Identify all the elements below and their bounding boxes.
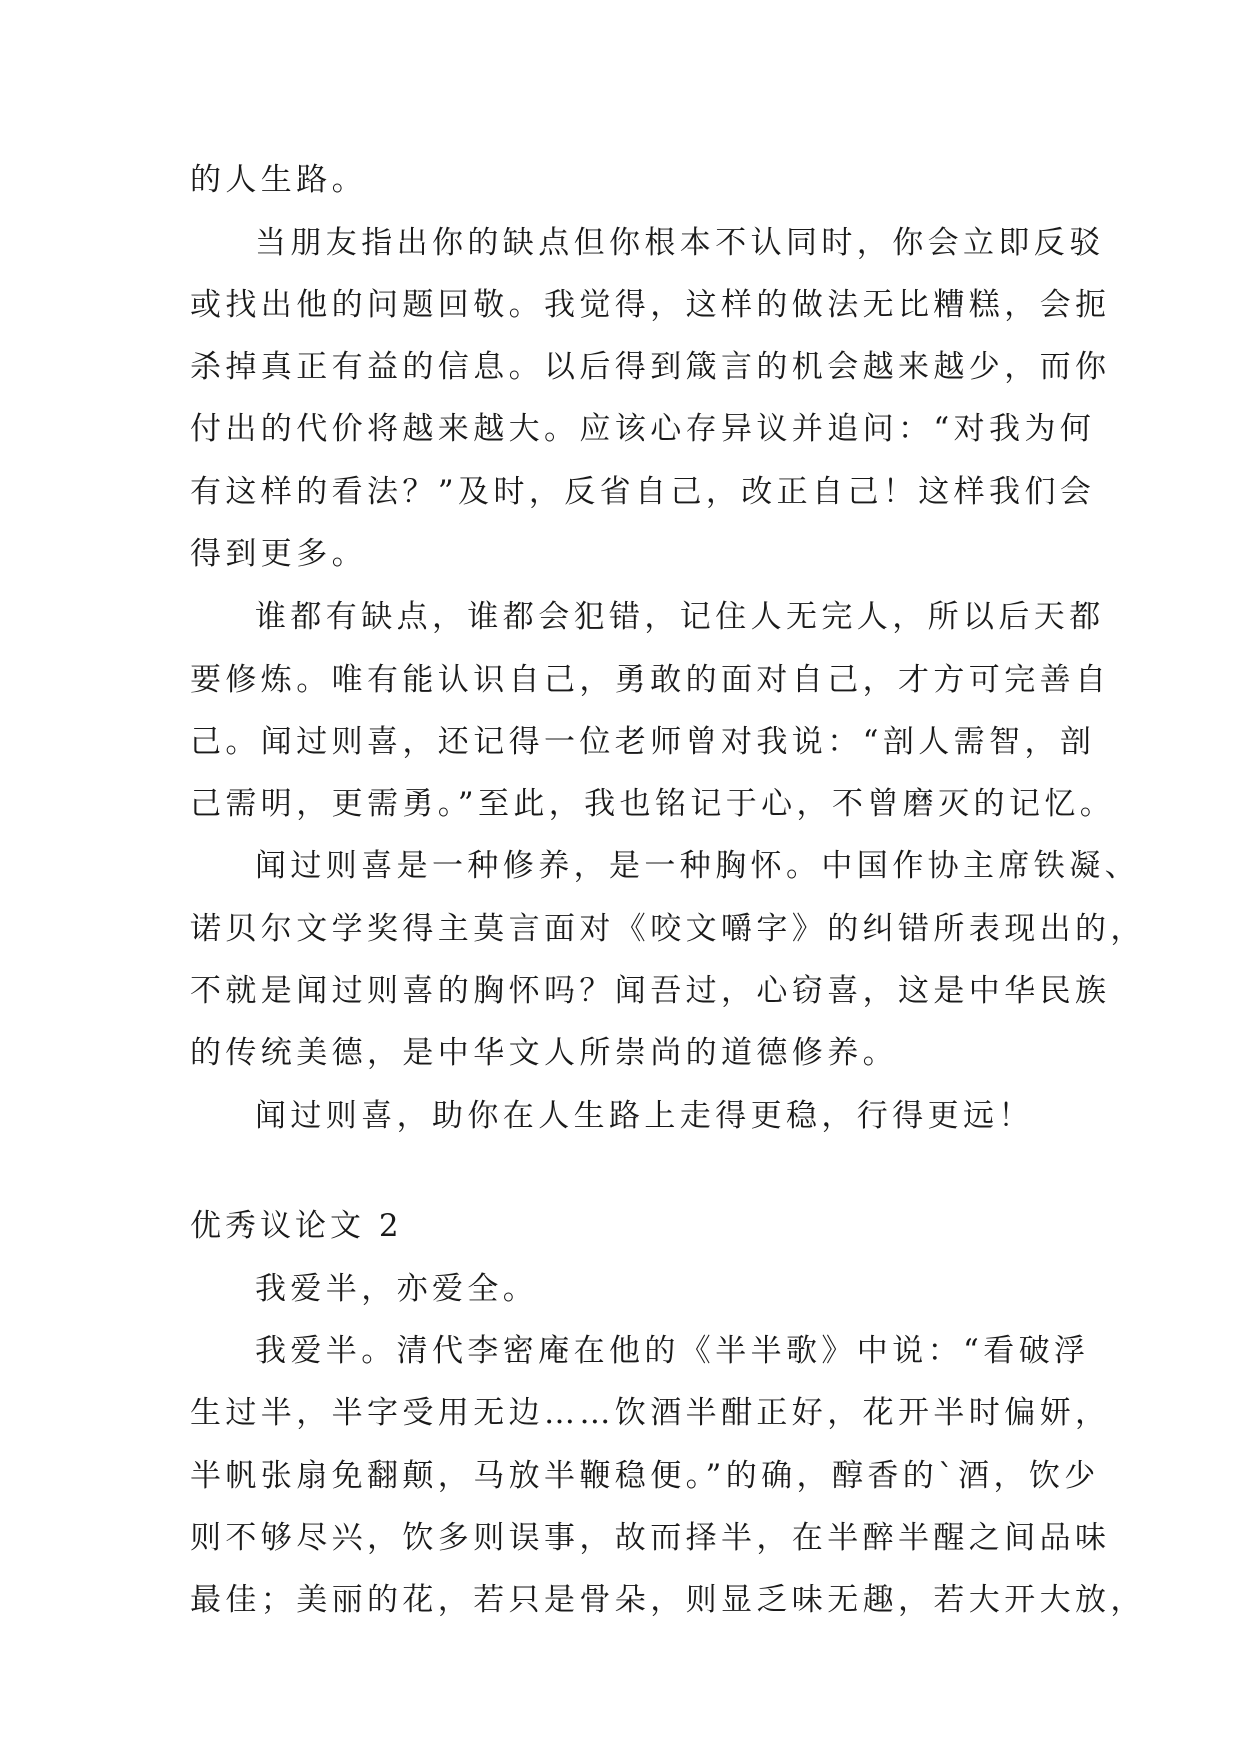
text-line: 或找出他的问题回敬。我觉得，这样的做法无比糟糕，会扼 [190,287,1111,323]
text-line: 半帆张扇免翻颠，马放半鞭稳便。”的确，醇香的`酒，饮少 [190,1458,1100,1494]
text-line: 己需明，更需勇。”至此，我也铭记于心，不曾磨灭的记忆。 [190,786,1116,822]
text-line: 生过半，半字受用无边……饮酒半酣正好，花开半时偏妍， [190,1395,1111,1431]
text-line: 谁都有缺点，谁都会犯错，记住人无完人，所以后天都 [255,599,1105,635]
text-line: 要修炼。唯有能认识自己，勇敢的面对自己，才方可完善自 [190,662,1111,698]
text-line: 最佳；美丽的花，若只是骨朵，则显乏味无趣，若大开大放， [190,1582,1146,1618]
text-line: 己。闻过则喜，还记得一位老师曾对我说：“剖人需智，剖 [190,724,1096,760]
text-line: 付出的代价将越来越大。应该心存异议并追问：“对我为何 [190,411,1096,447]
section-heading: 优秀议论文 2 [190,1208,403,1244]
text-line: 我爱半。清代李密庵在他的《半半歌》中说：“看破浮 [255,1333,1090,1369]
text-line: 得到更多。 [190,536,367,572]
text-line: 不就是闻过则喜的胸怀吗？闻吾过，心窃喜，这是中华民族 [190,973,1111,1009]
text-line: 我爱半，亦爱全。 [255,1271,539,1307]
text-line: 杀掉真正有益的信息。以后得到箴言的机会越来越少，而你 [190,349,1111,385]
text-line: 诺贝尔文学奖得主莫言面对《咬文嚼字》的纠错所表现出的， [190,911,1146,947]
text-line: 闻过则喜是一种修养，是一种胸怀。中国作协主席铁凝、 [255,848,1140,884]
text-line: 的传统美德，是中华文人所崇尚的道德修养。 [190,1035,898,1071]
text-line: 的人生路。 [190,162,367,198]
text-line: 闻过则喜，助你在人生路上走得更稳，行得更远！ [255,1098,1034,1134]
text-line: 当朋友指出你的缺点但你根本不认同时，你会立即反驳 [255,225,1105,261]
text-line: 则不够尽兴，饮多则误事，故而择半，在半醉半醒之间品味 [190,1520,1111,1556]
text-line: 有这样的看法？”及时，反省自己，改正自己！这样我们会 [190,474,1096,510]
